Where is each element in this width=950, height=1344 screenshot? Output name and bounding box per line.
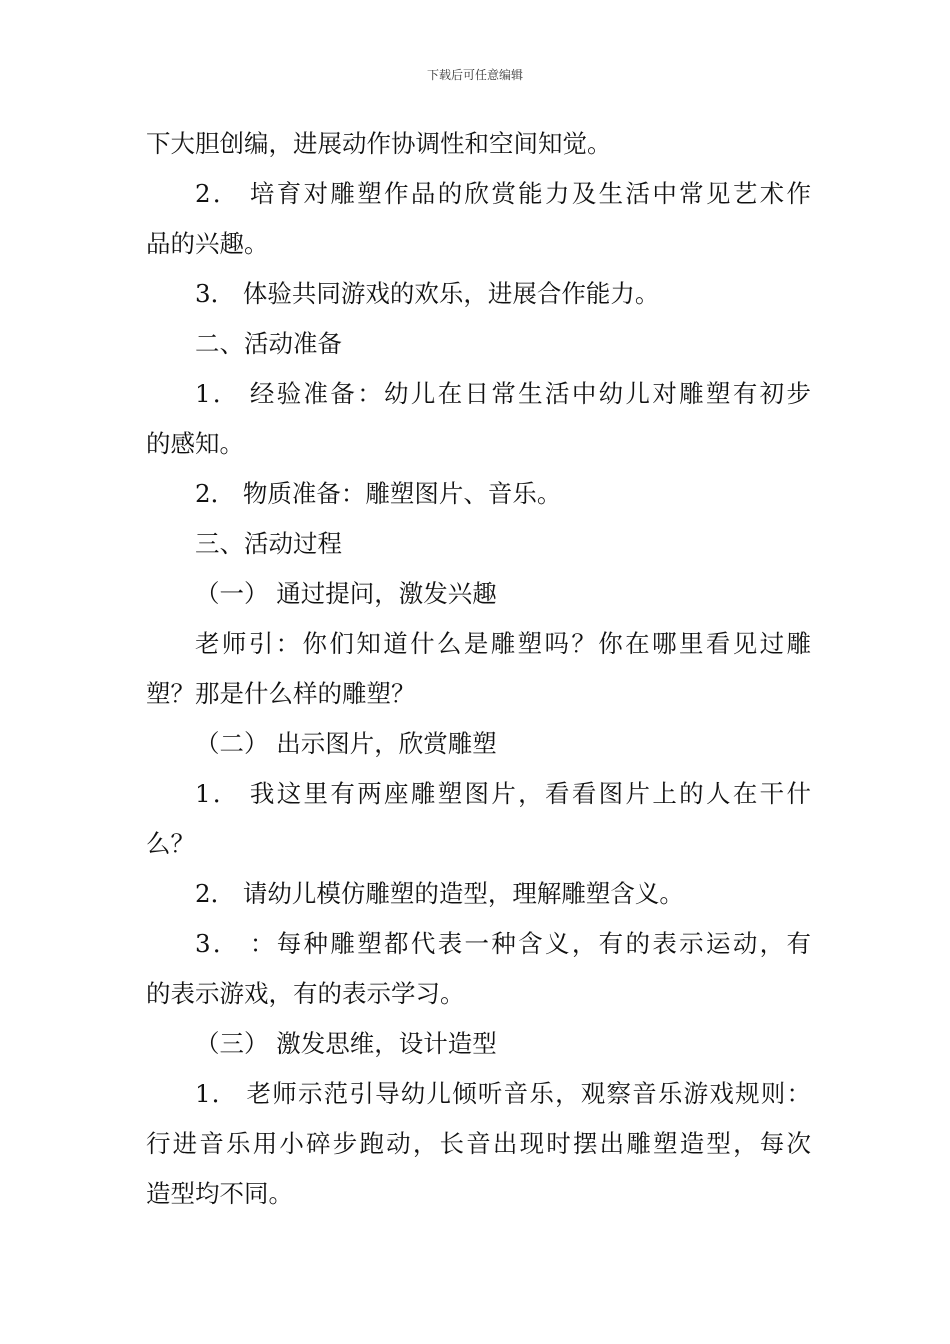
text-line: 的感知。: [146, 429, 244, 458]
text-line: 的表示游戏，有的表示学习。: [146, 979, 465, 1008]
text-line: 下大胆创编，进展动作协调性和空间知觉。: [146, 129, 612, 158]
subsection-heading: （一） 通过提问，激发兴趣: [195, 579, 497, 608]
text-line: 塑？那是什么样的雕塑？: [146, 679, 416, 708]
text-line: 造型均不同。: [146, 1179, 293, 1208]
text-line: 1． 经验准备：幼儿在日常生活中幼儿对雕塑有初步: [195, 379, 811, 408]
text-line: 2． 培育对雕塑作品的欣赏能力及生活中常见艺术作: [195, 179, 811, 208]
text-line: 么？: [146, 829, 195, 858]
subsection-heading: （三） 激发思维，设计造型: [195, 1029, 497, 1058]
text-line: 1． 我这里有两座雕塑图片，看看图片上的人在干什: [195, 779, 811, 808]
text-line: 老师引：你们知道什么是雕塑吗？你在哪里看见过雕: [195, 629, 811, 658]
text-line: 3． ：每种雕塑都代表一种含义，有的表示运动，有: [195, 929, 811, 958]
subsection-heading: （二） 出示图片，欣赏雕塑: [195, 729, 497, 758]
page-header: 下载后可任意编辑: [426, 68, 523, 82]
text-line: 品的兴趣。: [146, 229, 269, 258]
text-line: 行进音乐用小碎步跑动，长音出现时摆出雕塑造型，每次: [146, 1129, 811, 1158]
text-line: 2． 物质准备：雕塑图片、音乐。: [195, 479, 562, 508]
text-line: 3． 体验共同游戏的欢乐，进展合作能力。: [195, 279, 660, 308]
text-line: 2． 请幼儿模仿雕塑的造型，理解雕塑含义。: [195, 879, 684, 908]
section-heading: 三、活动过程: [195, 529, 342, 558]
text-line: 1． 老师示范引导幼儿倾听音乐，观察音乐游戏规则：: [195, 1079, 811, 1108]
section-heading: 二、活动准备: [195, 329, 342, 358]
